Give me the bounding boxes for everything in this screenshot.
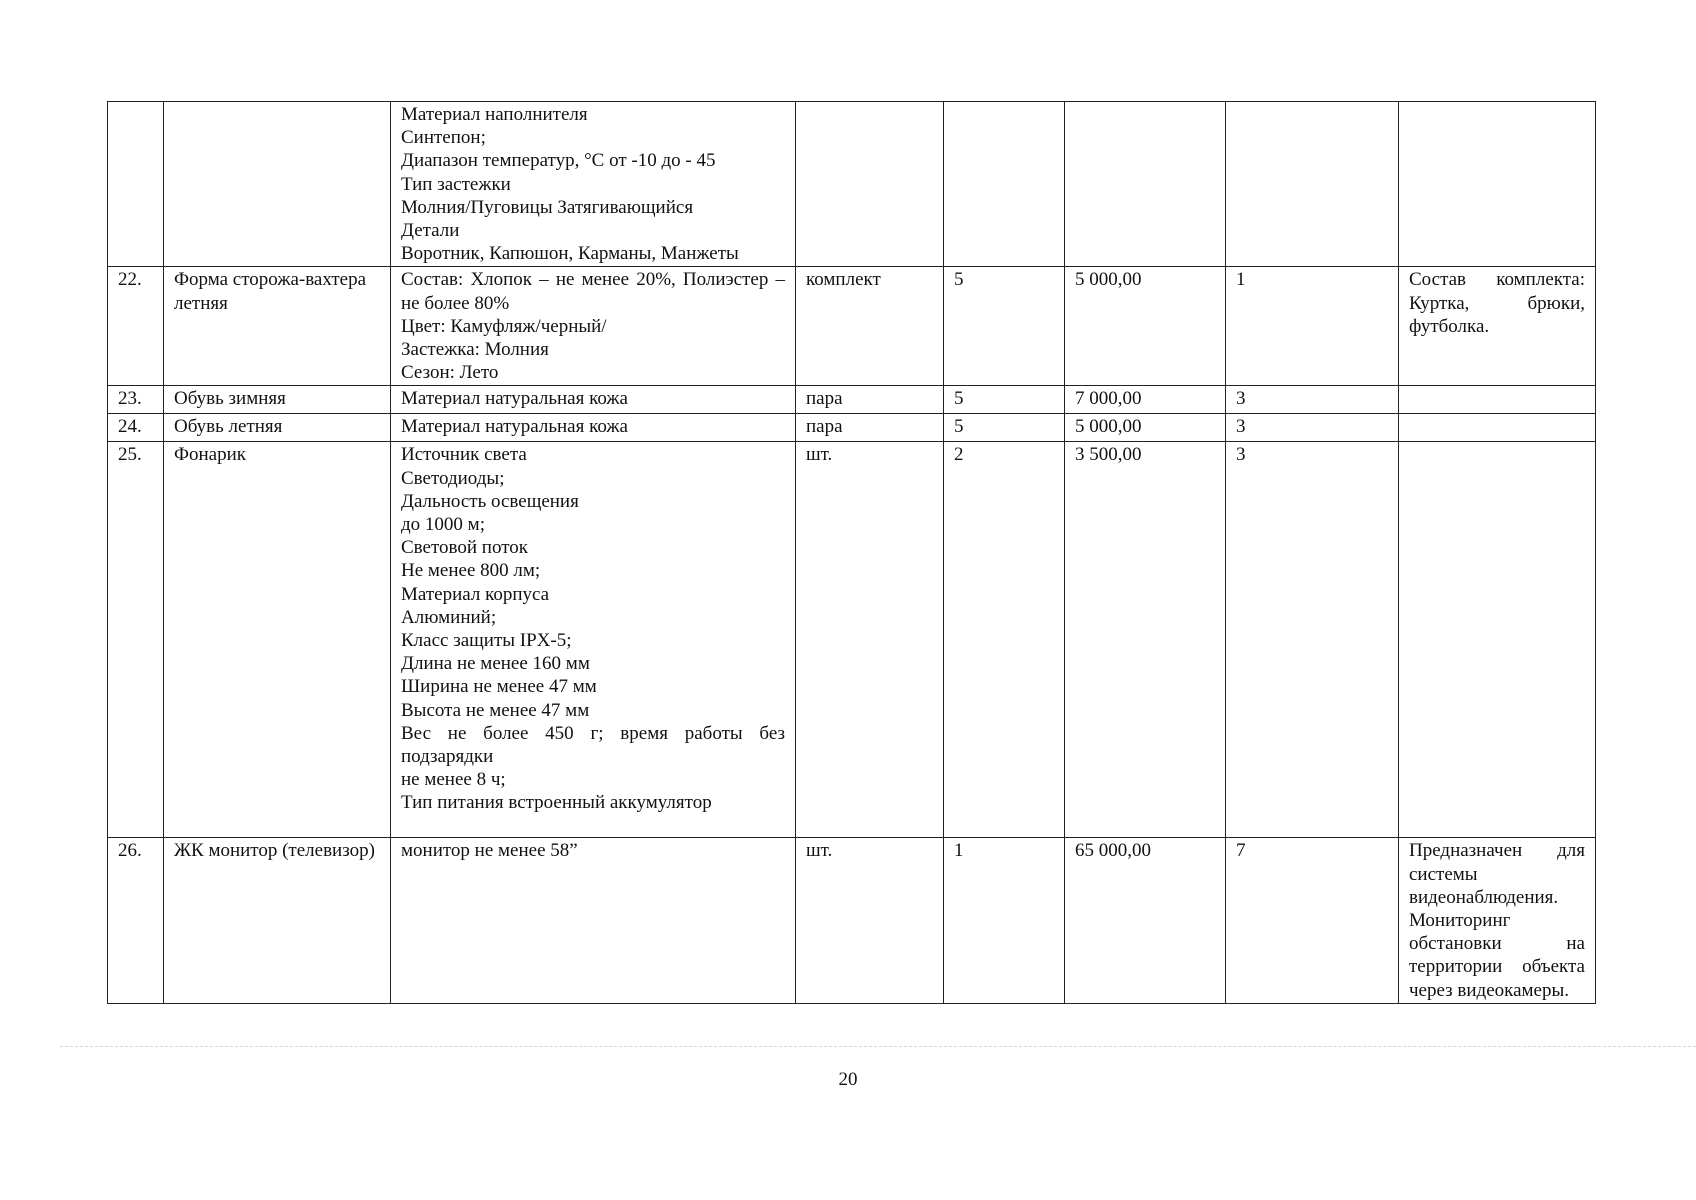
item-spec-cell: [391, 442, 796, 838]
item-spec-cell: Материал натуральная кожа: [391, 386, 796, 414]
quantity-cell: 5: [944, 386, 1065, 414]
table-row-continuation: [108, 102, 1596, 267]
item-spec-cell: Материал натуральная кожа: [391, 414, 796, 442]
spec-line: не менее 8 ч;: [401, 769, 506, 791]
item-name-cell: ЖК монитор (телевизор): [164, 838, 391, 1003]
spec-line: Материал наполнителя: [401, 104, 588, 125]
spec-line: до 1000 м;: [401, 514, 485, 536]
quantity-cell: [944, 102, 1065, 267]
unit-cell: комплект: [796, 267, 944, 386]
spec-line: Высота не менее 47 мм: [401, 699, 590, 721]
item-spec-cell: [391, 102, 796, 267]
item-name-cell: Обувь летняя: [164, 414, 391, 442]
specification-table: [107, 101, 1596, 1004]
footer-divider: [60, 1046, 1696, 1047]
item-name-cell: [164, 102, 391, 267]
price-cell: 5 000,00: [1065, 267, 1226, 386]
quantity-cell: 2: [944, 442, 1065, 838]
spec-line: Детали: [401, 220, 460, 242]
item-name-cell: Форма сторожа-вахтера летняя: [164, 267, 391, 386]
term-cell: 3: [1226, 442, 1399, 838]
unit-cell: шт.: [796, 838, 944, 1003]
spec-line: Тип питания встроенный аккумулятор: [401, 792, 712, 814]
term-cell: 3: [1226, 414, 1399, 442]
row-number-cell: 23.: [108, 386, 164, 414]
table-row: [108, 442, 1596, 838]
item-spec-cell: [391, 267, 796, 386]
price-cell: 7 000,00: [1065, 386, 1226, 414]
page-number: 20: [838, 1069, 858, 1090]
note-cell: Состав комплекта: Куртка, брюки, футболка.: [1399, 267, 1596, 386]
row-number-cell: [108, 102, 164, 267]
spec-line: Сезон: Лето: [401, 362, 499, 384]
term-cell: 7: [1226, 838, 1399, 1003]
spec-line: Длина не менее 160 мм: [401, 653, 590, 675]
spec-line: Диапазон температур, °С от -10 до - 45: [401, 150, 716, 172]
spec-line: Вес не более 450 г; время работы без подзарядки: [401, 722, 785, 768]
row-number-cell: 24.: [108, 414, 164, 442]
table-row: [108, 414, 1596, 442]
spec-line: Тип застежки: [401, 173, 511, 195]
price-cell: 3 500,00: [1065, 442, 1226, 838]
spec-line: Дальность освещения: [401, 490, 579, 512]
price-cell: [1065, 102, 1226, 267]
unit-cell: [796, 102, 944, 267]
row-number-cell: 22.: [108, 267, 164, 386]
unit-cell: шт.: [796, 442, 944, 838]
note-cell: Предназначен для системы видеонаблюдения. Мониторинг обстановки на территории объекта через видеокамеры.: [1399, 838, 1596, 1003]
row-number-cell: 25.: [108, 442, 164, 838]
spec-line: Синтепон;: [401, 127, 486, 149]
spec-line: Источник света: [401, 444, 527, 466]
spec-line: Воротник, Капюшон, Карманы, Манжеты: [401, 243, 739, 265]
note-cell: [1399, 102, 1596, 267]
note-cell: [1399, 442, 1596, 838]
spec-line: Световой поток: [401, 537, 528, 559]
table-row: [108, 267, 1596, 386]
note-cell: [1399, 414, 1596, 442]
spec-line: Алюминий;: [401, 606, 497, 628]
item-name-cell: Обувь зимняя: [164, 386, 391, 414]
item-spec-cell: монитор не менее 58”: [391, 838, 796, 1003]
term-cell: 3: [1226, 386, 1399, 414]
price-cell: 65 000,00: [1065, 838, 1226, 1003]
spec-line: Ширина не менее 47 мм: [401, 676, 597, 698]
quantity-cell: 1: [944, 838, 1065, 1003]
table-row: [108, 386, 1596, 414]
spec-line: Цвет: Камуфляж/черный/: [401, 315, 607, 337]
price-cell: 5 000,00: [1065, 414, 1226, 442]
note-cell: [1399, 386, 1596, 414]
row-number-cell: 26.: [108, 838, 164, 1003]
unit-cell: пара: [796, 414, 944, 442]
spec-line: Светодиоды;: [401, 467, 505, 489]
unit-cell: пара: [796, 386, 944, 414]
item-name-cell: Фонарик: [164, 442, 391, 838]
spec-line: Класс защиты IPX-5;: [401, 630, 572, 652]
quantity-cell: 5: [944, 267, 1065, 386]
quantity-cell: 5: [944, 414, 1065, 442]
spec-line: Молния/Пуговицы Затягивающийся: [401, 196, 694, 218]
term-cell: 1: [1226, 267, 1399, 386]
table-row: [108, 838, 1596, 1003]
spec-line: Состав: Хлопок – не менее 20%, Полиэстер – не более 80%: [401, 269, 785, 314]
term-cell: [1226, 102, 1399, 267]
spec-line: Материал корпуса: [401, 583, 550, 605]
spec-line: Застежка: Молния: [401, 339, 549, 361]
spec-line: Не менее 800 лм;: [401, 560, 541, 582]
